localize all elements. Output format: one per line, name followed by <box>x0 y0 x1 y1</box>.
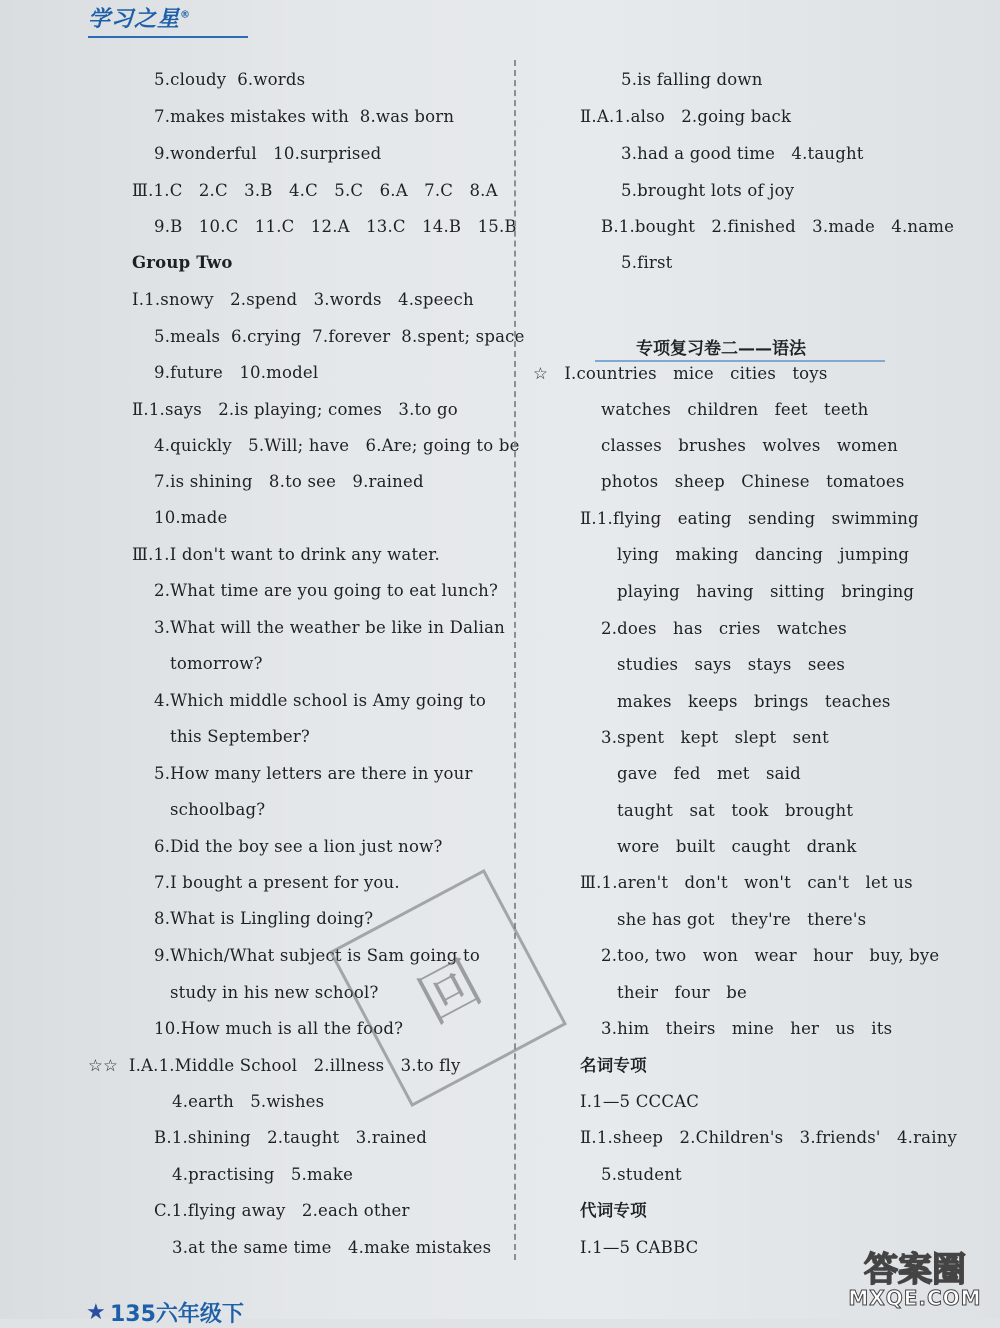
section-title: 专项复习卷二——语法 <box>636 339 806 359</box>
right-answer-line: 5.brought lots of joy <box>621 181 795 200</box>
right-answer-line: 5.student <box>601 1165 682 1184</box>
right-answer-line: wore built caught drank <box>617 837 857 856</box>
left-answer-line: 9.wonderful 10.surprised <box>154 144 382 163</box>
right-answer-line: ☆ Ⅰ.countries mice cities toys <box>533 364 828 383</box>
header-rule <box>88 36 248 38</box>
left-answer-line: 9.Which/What subject is Sam going to <box>154 946 480 965</box>
right-answer-line: studies says stays sees <box>617 655 846 674</box>
watermark-url: MXQE.COM <box>848 1286 982 1310</box>
left-answer-line: 2.What time are you going to eat lunch? <box>154 581 499 600</box>
brand-registered-mark: ® <box>180 9 192 21</box>
right-answer-line: their four be <box>617 983 747 1002</box>
left-answer-line: 9.future 10.model <box>154 363 319 382</box>
left-answer-line: Ⅰ.1.snowy 2.spend 3.words 4.speech <box>132 290 474 309</box>
right-answer-line: Ⅲ.1.aren't don't won't can't let us <box>580 873 913 892</box>
brand-name: 学习之星 <box>88 7 181 32</box>
right-answer-line: B.1.bought 2.finished 3.made 4.name <box>601 217 955 236</box>
left-answer-line: tomorrow? <box>170 654 263 673</box>
column-divider <box>514 60 516 1260</box>
left-answer-line: this September? <box>170 727 310 746</box>
left-answer-line: 3.at the same time 4.make mistakes <box>172 1238 492 1257</box>
left-answer-line: 4.Which middle school is Amy going to <box>154 691 487 710</box>
right-answer-line: Ⅰ.1—5 CCCAC <box>580 1092 700 1111</box>
right-answer-line: 3.spent kept slept sent <box>601 728 829 747</box>
right-answer-line: 5.is falling down <box>621 70 763 89</box>
right-answer-line: Ⅱ.1.sheep 2.Children's 3.friends' 4.rainy <box>580 1128 958 1147</box>
right-answer-line: 代词专项 <box>580 1201 647 1220</box>
left-answer-line: 7.I bought a present for you. <box>154 873 400 892</box>
right-answer-line: Ⅰ.1—5 CABBC <box>580 1238 699 1257</box>
left-answer-line: study in his new school? <box>170 983 379 1002</box>
left-answer-line: Ⅲ.1.I don't want to drink any water. <box>132 545 440 564</box>
left-answer-line: 7.is shining 8.to see 9.rained <box>154 472 424 491</box>
left-answer-line: 4.practising 5.make <box>172 1165 354 1184</box>
right-answer-line: she has got they're there's <box>617 910 867 929</box>
left-answer-line: 5.meals 6.crying 7.forever 8.spent; space <box>154 327 525 346</box>
left-answer-line: Group Two <box>132 253 233 272</box>
right-answer-line: 2.too, two won wear hour buy, bye <box>601 946 940 965</box>
left-answer-line: 10.How much is all the food? <box>154 1019 404 1038</box>
right-answer-line: Ⅱ.1.flying eating sending swimming <box>580 509 919 528</box>
right-answer-line: makes keeps brings teaches <box>617 692 891 711</box>
brand-logo <box>88 2 191 33</box>
section-title-underline <box>595 360 885 362</box>
right-answer-line: lying making dancing jumping <box>617 545 910 564</box>
left-answer-line: 3.What will the weather be like in Dalian <box>154 618 505 637</box>
left-answer-line: 5.How many letters are there in your <box>154 764 473 783</box>
right-answer-line: 3.him theirs mine her us its <box>601 1019 893 1038</box>
left-answer-line: 7.makes mistakes with 8.was born <box>154 107 455 126</box>
left-answer-line: C.1.flying away 2.each other <box>154 1201 410 1220</box>
left-answer-line: 4.quickly 5.Will; have 6.Are; going to be <box>154 436 520 455</box>
right-answer-line: classes brushes wolves women <box>601 436 898 455</box>
left-answer-line: ☆☆ Ⅰ.A.1.Middle School 2.illness 3.to fly <box>88 1056 461 1075</box>
right-answer-line: taught sat took brought <box>617 801 854 820</box>
left-answer-line: schoolbag? <box>170 800 266 819</box>
left-answer-line: 4.earth 5.wishes <box>172 1092 325 1111</box>
left-answer-line: 8.What is Lingling doing? <box>154 909 374 928</box>
site-watermark <box>835 1242 995 1312</box>
right-answer-line: gave fed met said <box>617 764 801 783</box>
left-answer-line: Ⅱ.1.says 2.is playing; comes 3.to go <box>132 400 458 419</box>
left-answer-line: 9.B 10.C 11.C 12.A 13.C 14.B 15.B <box>154 217 517 236</box>
watermark-title: 答案圈 <box>864 1250 966 1290</box>
right-answer-line: Ⅱ.A.1.also 2.going back <box>580 107 792 126</box>
right-answer-line: 2.does has cries watches <box>601 619 847 638</box>
footer-page-label: 135六年级下 <box>110 1302 244 1327</box>
right-answer-line: 名词专项 <box>580 1056 647 1075</box>
left-answer-line: 5.cloudy 6.words <box>154 70 306 89</box>
left-answer-line: B.1.shining 2.taught 3.rained <box>154 1128 428 1147</box>
right-answer-line: 3.had a good time 4.taught <box>621 144 864 163</box>
left-answer-line: Ⅲ.1.C 2.C 3.B 4.C 5.C 6.A 7.C 8.A <box>132 181 498 200</box>
right-answer-line: watches children feet teeth <box>601 400 869 419</box>
left-answer-line: 10.made <box>154 508 228 527</box>
stamp-glyph: 回 <box>407 947 494 1038</box>
right-answer-line: 5.first <box>621 253 673 272</box>
right-answer-line: playing having sitting bringing <box>617 582 915 601</box>
right-answer-line: photos sheep Chinese tomatoes <box>601 472 905 491</box>
footer-star-icon: ★ <box>86 1300 106 1325</box>
left-answer-line: 6.Did the boy see a lion just now? <box>154 837 443 856</box>
